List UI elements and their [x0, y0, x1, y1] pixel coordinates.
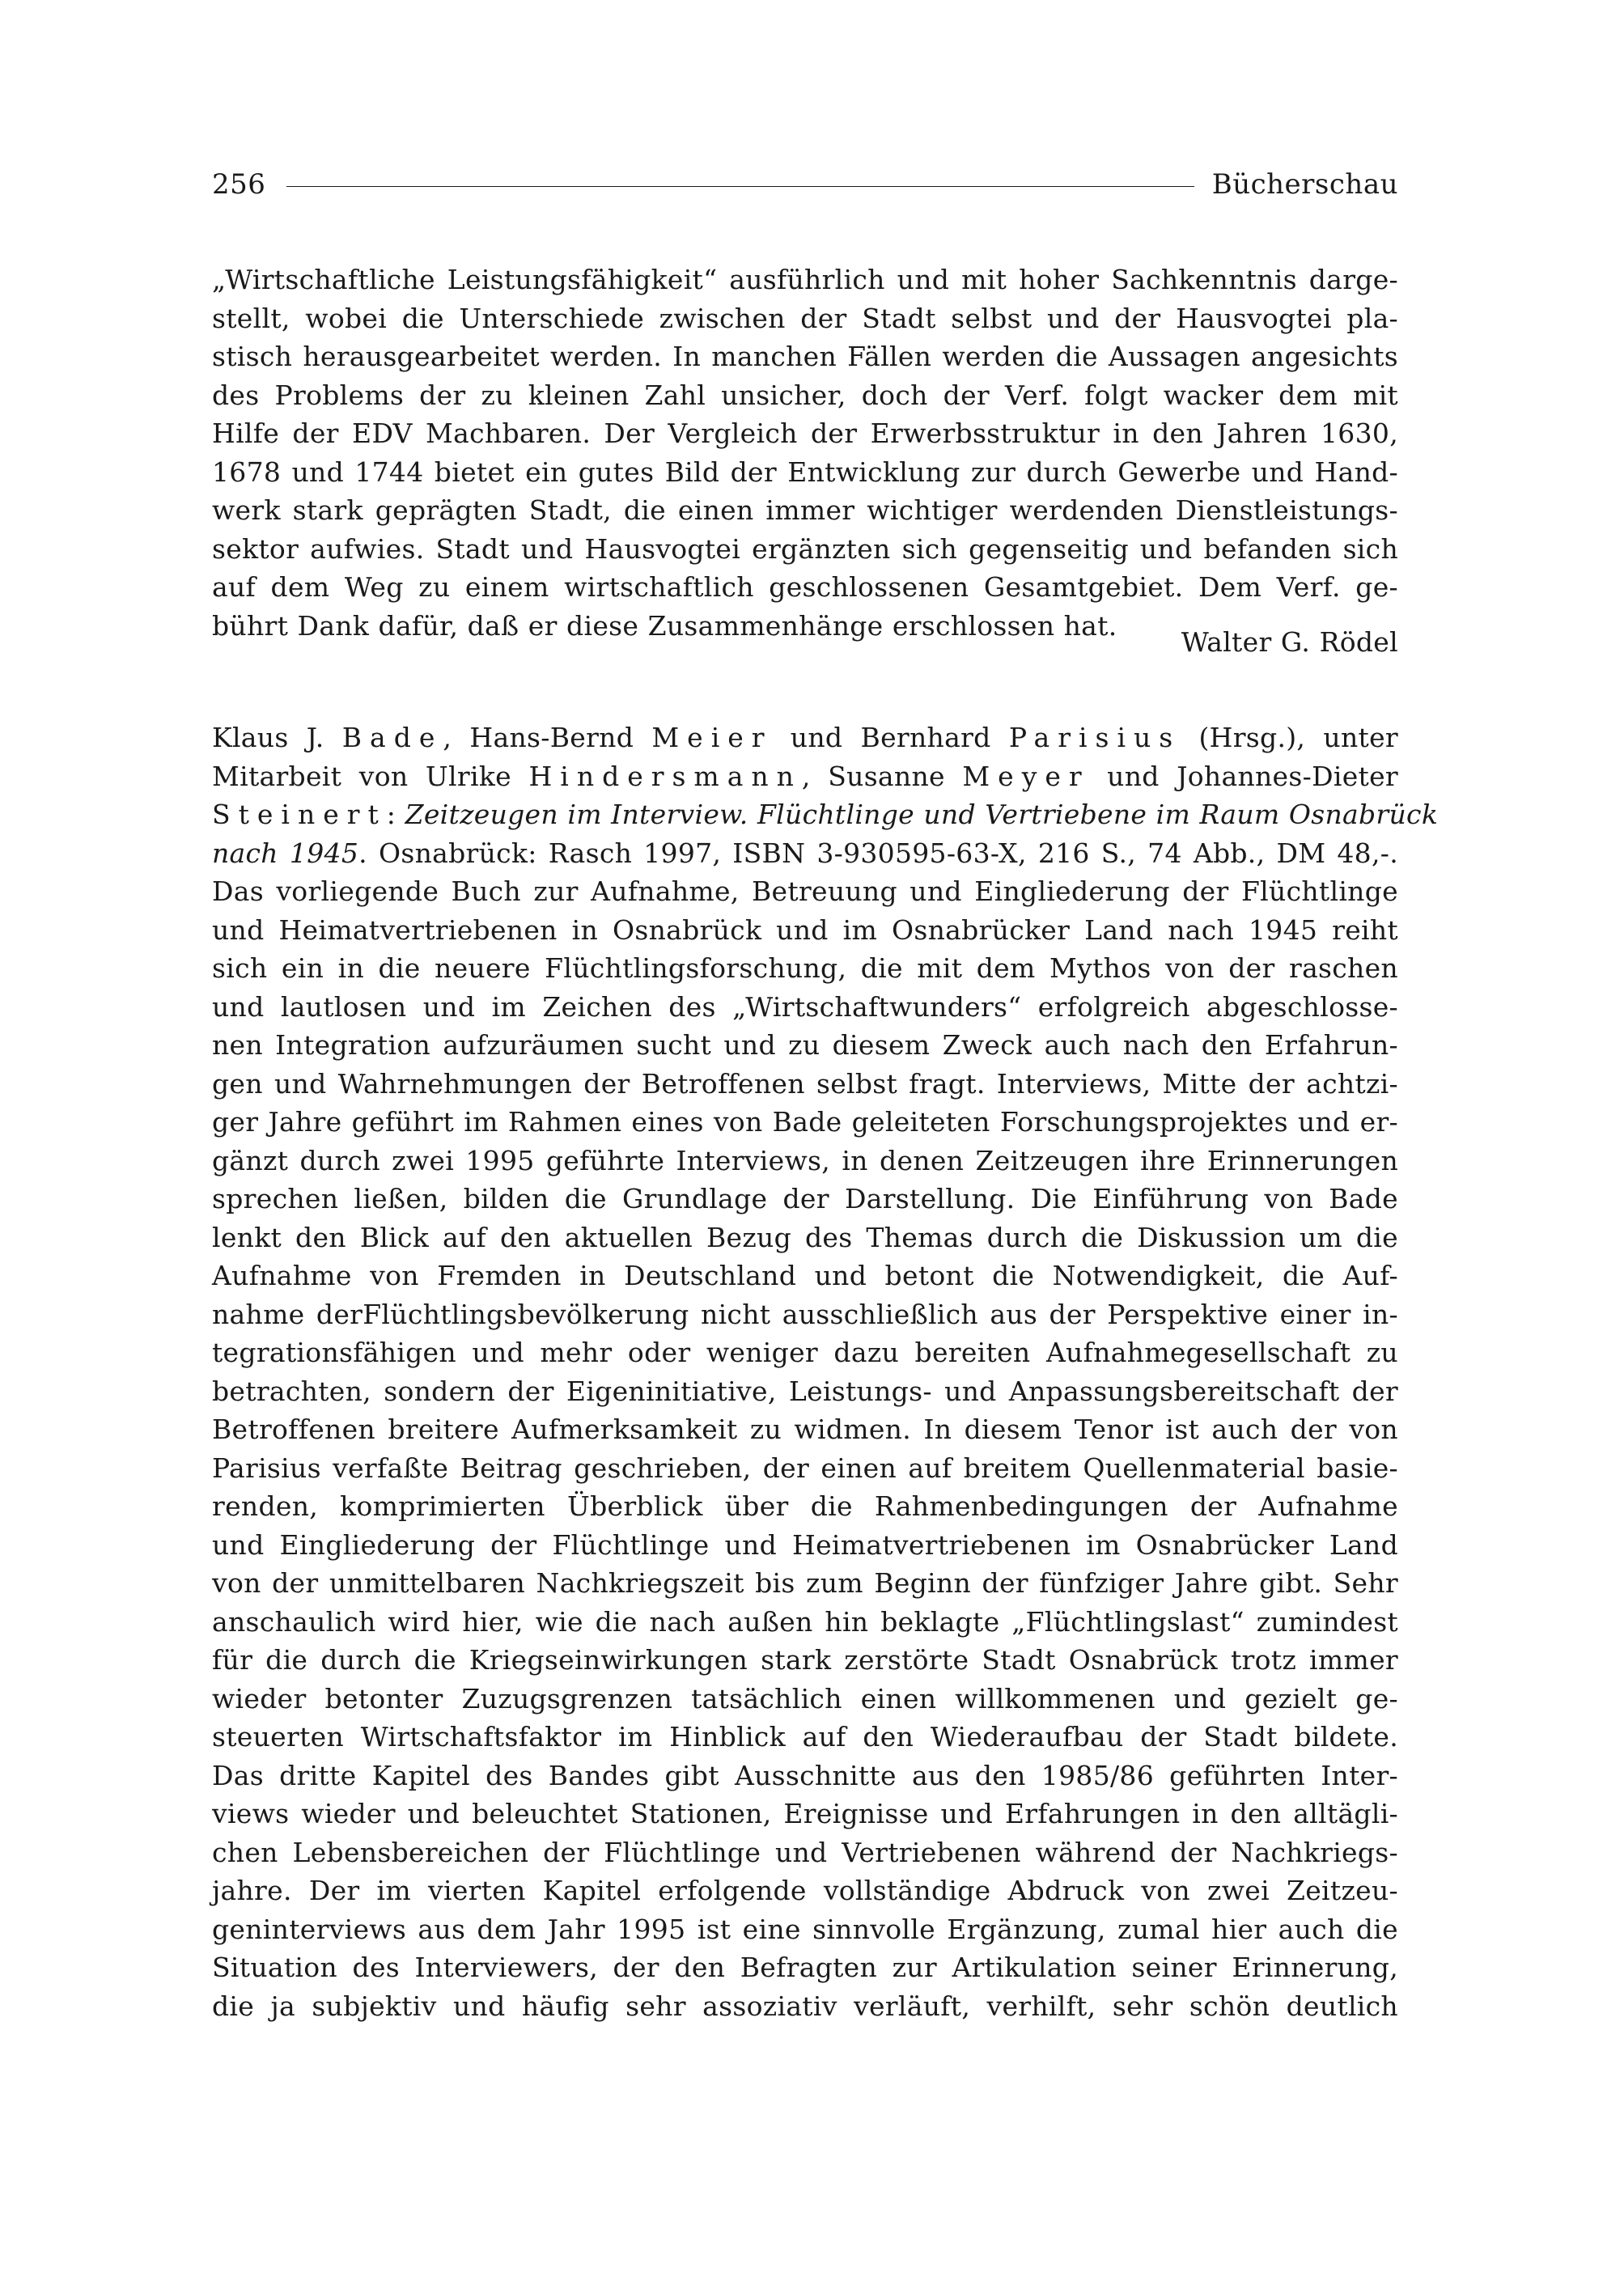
editor-surname: Bade [341, 722, 443, 753]
text-line: für die durch die Kriegseinwirkungen stark zerstörte Stadt Osnabrück trotz immer [212, 1644, 1398, 1676]
text-line: werk stark geprägten Stadt, die einen immer wichtiger werdenden Dienstleistungs- [212, 494, 1398, 526]
text-line: Parisius verfaßte Beitrag geschrieben, der einen auf breitem Quellenmaterial basie- [212, 1452, 1398, 1484]
text-line: geninterviews aus dem Jahr 1995 ist eine sinnvolle Ergänzung, zumal hier auch die [212, 1913, 1398, 1945]
text-line: sprechen ließen, bilden die Grundlage der Darstellung. Die Einführung von Bade [212, 1183, 1398, 1214]
text-line: bührt Dank dafür, daß er diese Zusammenhänge erschlossen hat. [212, 609, 1117, 642]
header-rule [286, 186, 1194, 187]
running-title: Bücherschau [1211, 168, 1398, 201]
text-line: nen Integration aufzuräumen sucht und zu diesem Zweck auch nach den Erfahrun- [212, 1029, 1398, 1061]
text-line: views wieder und beleuchtet Stationen, Ereignisse und Erfahrungen in den alltägli- [212, 1798, 1398, 1829]
text-line: chen Lebensbereichen der Flüchtlinge und Vertriebenen während der Nachkriegs- [212, 1836, 1398, 1868]
text-line: auf dem Weg zu einem wirtschaftlich geschlossenen Gesamtgebiet. Dem Verf. ge- [212, 571, 1398, 603]
text-line: und lautlosen und im Zeichen des „Wirtschaftwunders“ erfolgreich abgeschlosse- [212, 990, 1398, 1023]
text-line: tegrationsfähigen und mehr oder weniger dazu bereiten Aufnahmegesellschaft zu [212, 1337, 1398, 1368]
citation-line: Klaus J. Bade, Hans-Bernd Meier und Bernhard Parisius (Hrsg.), unter [212, 722, 1399, 753]
text-line: und Heimatvertriebenen in Osnabrück und im Osnabrücker Land nach 1945 reiht [212, 913, 1398, 946]
text-line: Betroffenen breitere Aufmerksamkeit zu widmen. In diesem Tenor ist auch der von [212, 1414, 1398, 1445]
text-line: 1678 und 1744 bietet ein gutes Bild der Entwicklung zur durch Gewerbe und Hand- [212, 456, 1398, 488]
text-line: wieder betonter Zuzugsgrenzen tatsächlich einen willkommenen und gezielt ge- [212, 1682, 1398, 1714]
text-line: sich ein in die neuere Flüchtlingsforschung, die mit dem Mythos von der raschen [212, 952, 1398, 984]
editor-surname: Meier [651, 722, 773, 753]
publication-details: . Osnabrück: Rasch 1997, ISBN 3-930595-63-X, 216 S., 74 Abb., DM 48,-. [358, 837, 1398, 869]
signature-line [212, 607, 1398, 658]
text-line: anschaulich wird hier, wie die nach außen hin beklagte „Flüchtlingslast“ zumindest [212, 1605, 1398, 1638]
text-line: Das dritte Kapitel des Bandes gibt Ausschnitte aus den 1985/86 geführten Inter- [212, 1759, 1398, 1791]
text-line: Situation des Interviewers, der den Befragten zur Artikulation seiner Erinnerung, [212, 1952, 1398, 1983]
text-line: Hilfe der EDV Machbaren. Der Vergleich der Erwerbsstruktur in den Jahren 1630, [212, 417, 1398, 449]
text-line: „Wirtschaftliche Leistungsfähigkeit“ ausführlich und mit hoher Sachkenntnis darge- [212, 264, 1398, 295]
editor-surname: Parisius [1008, 722, 1181, 753]
page-number: 256 [212, 168, 266, 201]
book-title-end: nach 1945 [212, 837, 359, 869]
text-line: Aufnahme von Fremden in Deutschland und betont die Notwendigkeit, die Auf- [212, 1260, 1398, 1291]
text-line: und Eingliederung der Flüchtlinge und Heimatvertriebenen im Osnabrücker Land [212, 1528, 1398, 1561]
text-line: ger Jahre geführt im Rahmen eines von Bade geleiteten Forschungsprojektes und er- [212, 1106, 1398, 1138]
collaborator-surname: Hindersmann [528, 760, 802, 792]
collaborator-surname: Steinert [212, 799, 387, 830]
text-line: steuerten Wirtschaftsfaktor im Hinblick auf den Wiederaufbau der Stadt bildete. [212, 1721, 1398, 1753]
text-line: nahme derFlüchtlingsbevölkerung nicht ausschließlich aus der Perspektive einer in- [212, 1298, 1398, 1330]
text-line: renden, komprimierten Überblick über die Rahmenbedingungen der Aufnahme [212, 1490, 1398, 1522]
text-line: von der unmittelbaren Nachkriegszeit bis zum Beginn der fünfziger Jahre gibt. Sehr [212, 1567, 1398, 1599]
text-line: gänzt durch zwei 1995 geführte Interviews, in denen Zeitzeugen ihre Erinnerungen [212, 1144, 1398, 1176]
page-header [212, 167, 1398, 202]
text-line: die ja subjektiv und häufig sehr assoziativ verläuft, verhilft, sehr schön deutlich [212, 1990, 1398, 2022]
text-line: Das vorliegende Buch zur Aufnahme, Betreuung und Eingliederung der Flüchtlinge [212, 875, 1398, 907]
reviewer-name: Walter G. Rödel [1181, 625, 1398, 658]
text-line: betrachten, sondern der Eigeninitiative, Leistungs- und Anpassungsbereitschaft der [212, 1375, 1398, 1407]
review-zeitzeugen [212, 718, 1439, 2025]
text-line: lenkt den Blick auf den aktuellen Bezug des Themas durch die Diskussion um die [212, 1221, 1398, 1253]
citation-line: Mitarbeit von Ulrike Hindersmann, Susanne Meyer und Johannes-Dieter [212, 760, 1398, 792]
text-line: jahre. Der im vierten Kapitel erfolgende vollständige Abdruck von zwei Zeitzeu- [212, 1875, 1398, 1906]
text-line: stisch herausgearbeitet werden. In manchen Fällen werden die Aussagen angesichts [212, 341, 1398, 372]
review-walter-roedel [212, 261, 1398, 658]
editor-first-name: Klaus J. [212, 722, 324, 753]
collaborator-surname: Meyer [962, 760, 1090, 792]
text-line: sektor aufwies. Stadt und Hausvogtei ergänzten sich gegenseitig und befanden sich [212, 532, 1398, 565]
citation-line [212, 834, 1398, 873]
book-title: Zeitzeugen im Interview. Flüchtlinge und Vertriebene im Raum Osnabrück [405, 799, 1439, 830]
text-line: des Problems der zu kleinen Zahl unsicher, doch der Verf. folgt wacker dem mit [212, 379, 1398, 411]
text-line: stellt, wobei die Unterschiede zwischen der Stadt selbst und der Hausvogtei pla- [212, 302, 1398, 334]
citation-line: Steinert: Zeitzeugen im Interview. Flüchtlinge und Vertriebene im Raum Osnabrück [212, 799, 1439, 830]
text-line: gen und Wahrnehmungen der Betroffenen selbst fragt. Interviews, Mitte der achtzi- [212, 1067, 1398, 1100]
